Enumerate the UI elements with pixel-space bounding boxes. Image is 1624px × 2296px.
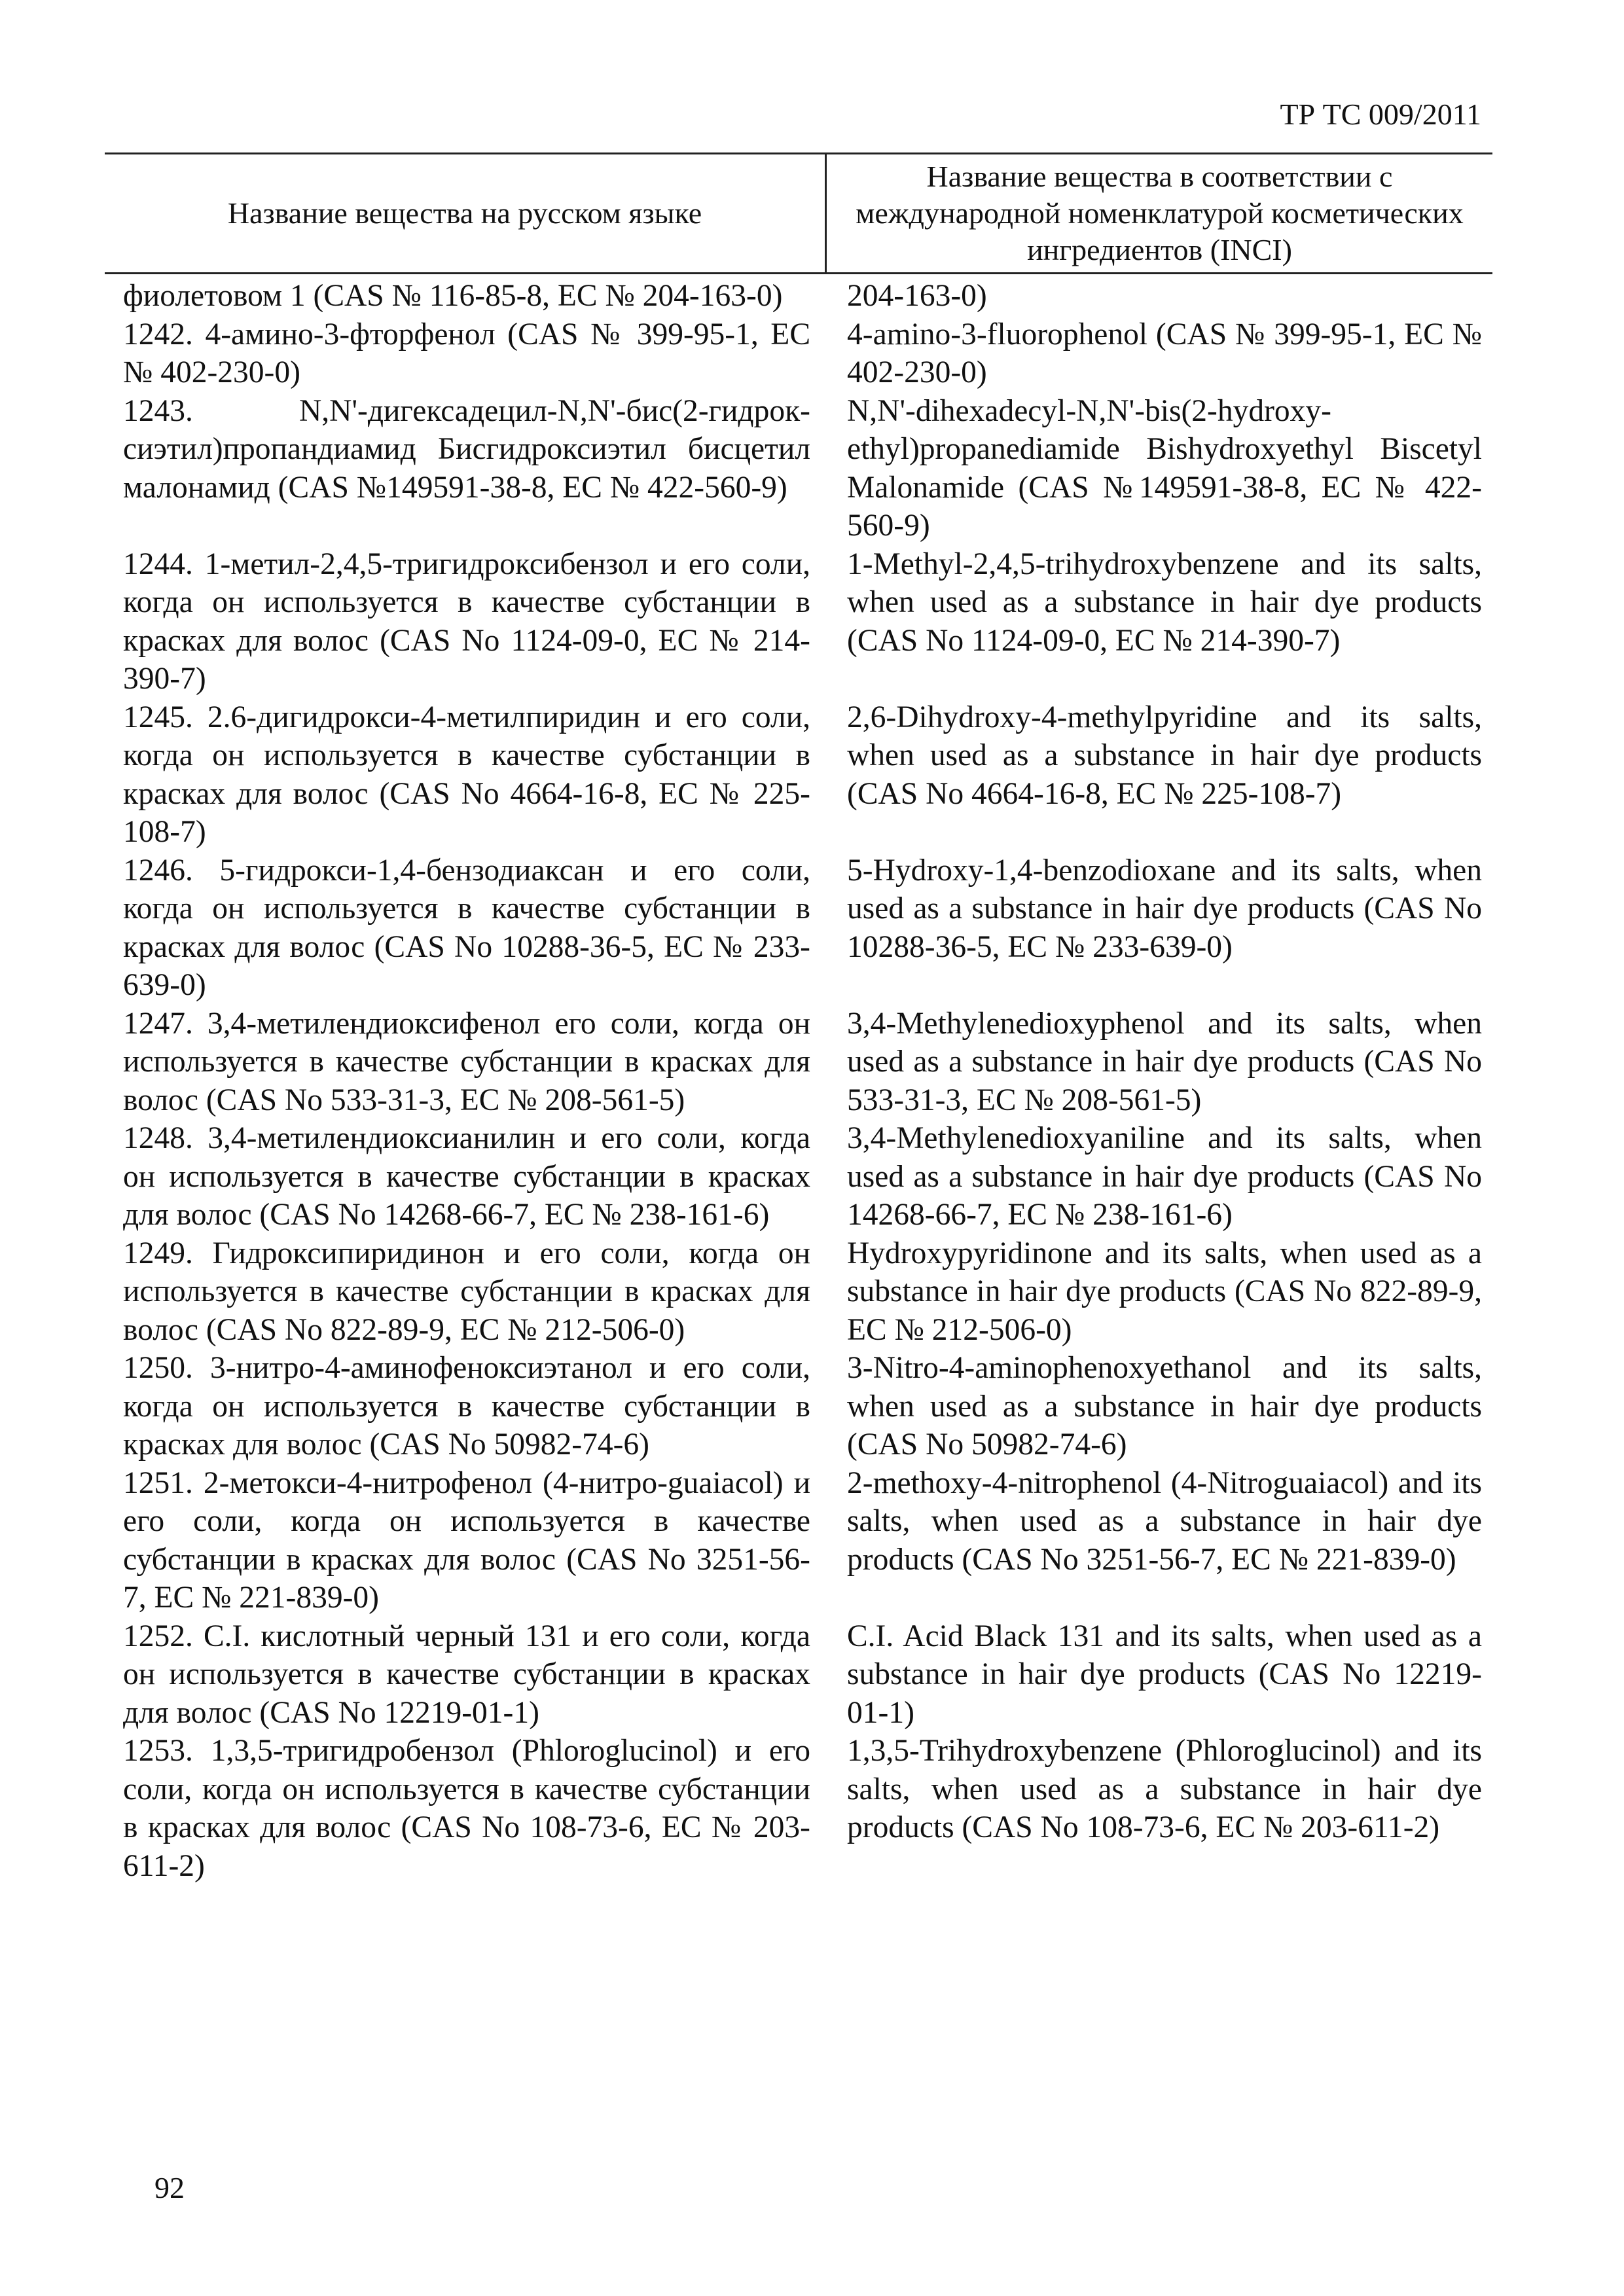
table-row (105, 1234, 1492, 1350)
inci-name-cell: Hydroxypyridinone and its salts, when used as a substance in hair dye products (CAS No 822-89-9, EC № 212-506-0) (847, 1236, 1482, 1347)
russian-name-cell: фиолетовом 1 (CAS № 116-85-8, EC № 204-163-0) (123, 279, 783, 313)
inci-name-cell: 1-Methyl-2,4,5-trihydroxybenzene and its salts, when used as a substance in hair dye products (CAS No 1124-09-0, EC № 214-390-7) (847, 547, 1482, 658)
russian-name-cell: 1250. 3-нитро-4-аминофеноксиэтанол и его соли, когда он используется в качестве субстанции в красках для волос (CAS No 50982-74-6) (123, 1351, 810, 1462)
inci-name-cell: C.I. Acid Black 131 and its salts, when used as a substance in hair dye products (CAS No 12219-01-1) (847, 1619, 1482, 1730)
russian-name-cell: 1248. 3,4-метилендиоксианилин и его соли, когда он используется в качестве субстанции в красках для волос (CAS No 14268-66-7, EC № 238-161-6) (123, 1121, 810, 1232)
russian-name-cell: 1247. 3,4-метилендиоксифенол его соли, когда он используется в качестве субстанции в красках для волос (CAS No 533-31-3, EC № 208-561-5) (123, 1006, 810, 1117)
table-row (105, 852, 1492, 1005)
inci-name-cell: 2,6-Dihydroxy-4-methylpyridine and its salts, when used as a substance in hair dye products (CAS No 4664-16-8, EC № 225-108-7) (847, 700, 1482, 811)
inci-name-cell: 1,3,5-Trihydroxybenzene (Phloroglucinol) and its salts, when used as a substance in hair dye products (CAS No 108-73-6, EC № 203-611-2) (847, 1734, 1482, 1844)
table-row (105, 315, 1492, 392)
russian-name-cell: 1249. Гидроксипиридинон и его соли, когда он используется в качестве субстанции в красках для волос (CAS No 822-89-9, EC № 212-506-0) (123, 1236, 810, 1347)
russian-name-cell: 1244. 1-метил-2,4,5-тригидроксибензол и его соли, когда он используется в качестве субстанции в красках для волос (CAS No 1124-09-0, EC № 214-390-7) (123, 547, 810, 696)
page-number: 92 (154, 2171, 185, 2204)
russian-name-cell: 1246. 5-гидрокси-1,4-бензодиаксан и его соли, когда он используется в качестве субстанции в красках для волос (CAS No 10288-36-5, EC № 233-639-0) (123, 853, 810, 1002)
inci-name-cell: 4-amino-3-fluorophenol (CAS № 399-95-1, EC № 402-230-0) (847, 317, 1482, 389)
column-header-inci-name: Название вещества в соответствии с международной номенклатурой косметических ингредиентов (INCI) (825, 154, 1492, 272)
inci-name-cell: 3,4-Methylenedioxyaniline and its salts, when used as a substance in hair dye products (CAS No 14268-66-7, EC № 238-161-6) (847, 1121, 1482, 1232)
russian-name-cell: 1253. 1,3,5-тригидробензол (Phloroglucinol) и его соли, когда он используется в качестве субстанции в красках для волос (CAS No 108-73-6, EC № 203-611-2) (123, 1734, 810, 1883)
table-row (105, 1464, 1492, 1617)
table-row (105, 545, 1492, 698)
document-code: ТР ТС 009/2011 (1280, 98, 1481, 131)
russian-name-cell: 1252. C.I. кислотный черный 131 и его соли, когда он используется в качестве субстанции в красках для волос (CAS No 12219-01-1) (123, 1619, 810, 1730)
table-header (105, 154, 1492, 274)
table-body (105, 277, 1492, 1885)
russian-name-cell: 1251. 2-метокси-4-нитрофенол (4-нитро-guaiacol) и его соли, когда он используется в качестве субстанции в красках для волос (CAS No 3251-56-7, EC № 221-839-0) (123, 1465, 810, 1615)
inci-name-cell: 204-163-0) (847, 279, 987, 313)
table-row (105, 392, 1492, 545)
table-row (105, 277, 1492, 315)
table-row (105, 1617, 1492, 1732)
inci-name-cell: N,N'-dihexadecyl-N,N'-bis(2-hydroxy-ethyl)propanediamide Bishydroxyethyl Biscetyl Malonamide (CAS №149591-38-8, EC № 422-560-9) (847, 393, 1482, 543)
substances-table (105, 154, 1492, 1885)
inci-name-cell: 2-methoxy-4-nitrophenol (4-Nitroguaiacol) and its salts, when used as a substance in hair dye products (CAS No 3251-56-7, EC № 221-839-0) (847, 1465, 1482, 1577)
russian-name-cell: 1243. N,N'-дигексадецил-N,N'-бис(2-гидрок-сиэтил)пропандиамид Бисгидроксиэтил бисцетил малонамид (CAS №149591-38-8, EC № 422-560-9) (123, 393, 810, 505)
table-row (105, 1732, 1492, 1885)
table-row (105, 698, 1492, 852)
column-header-russian-name: Название вещества на русском языке (227, 196, 702, 230)
table-row (105, 1119, 1492, 1234)
russian-name-cell: 1242. 4-амино-3-фторфенол (CAS № 399-95-1, EC № 402-230-0) (123, 317, 810, 389)
table-row (105, 1349, 1492, 1464)
inci-name-cell: 5-Hydroxy-1,4-benzodioxane and its salts, when used as a substance in hair dye products (CAS No 10288-36-5, EC № 233-639-0) (847, 853, 1482, 964)
inci-name-cell: 3-Nitro-4-aminophenoxyethanol and its salts, when used as a substance in hair dye products (CAS No 50982-74-6) (847, 1351, 1482, 1462)
table-row (105, 1005, 1492, 1120)
inci-name-cell: 3,4-Methylenedioxyphenol and its salts, when used as a substance in hair dye products (CAS No 533-31-3, EC № 208-561-5) (847, 1006, 1482, 1117)
russian-name-cell: 1245. 2.6-дигидрокси-4-метилпиридин и его соли, когда он используется в качестве субстанции в красках для волос (CAS No 4664-16-8, EC № 225-108-7) (123, 700, 810, 849)
